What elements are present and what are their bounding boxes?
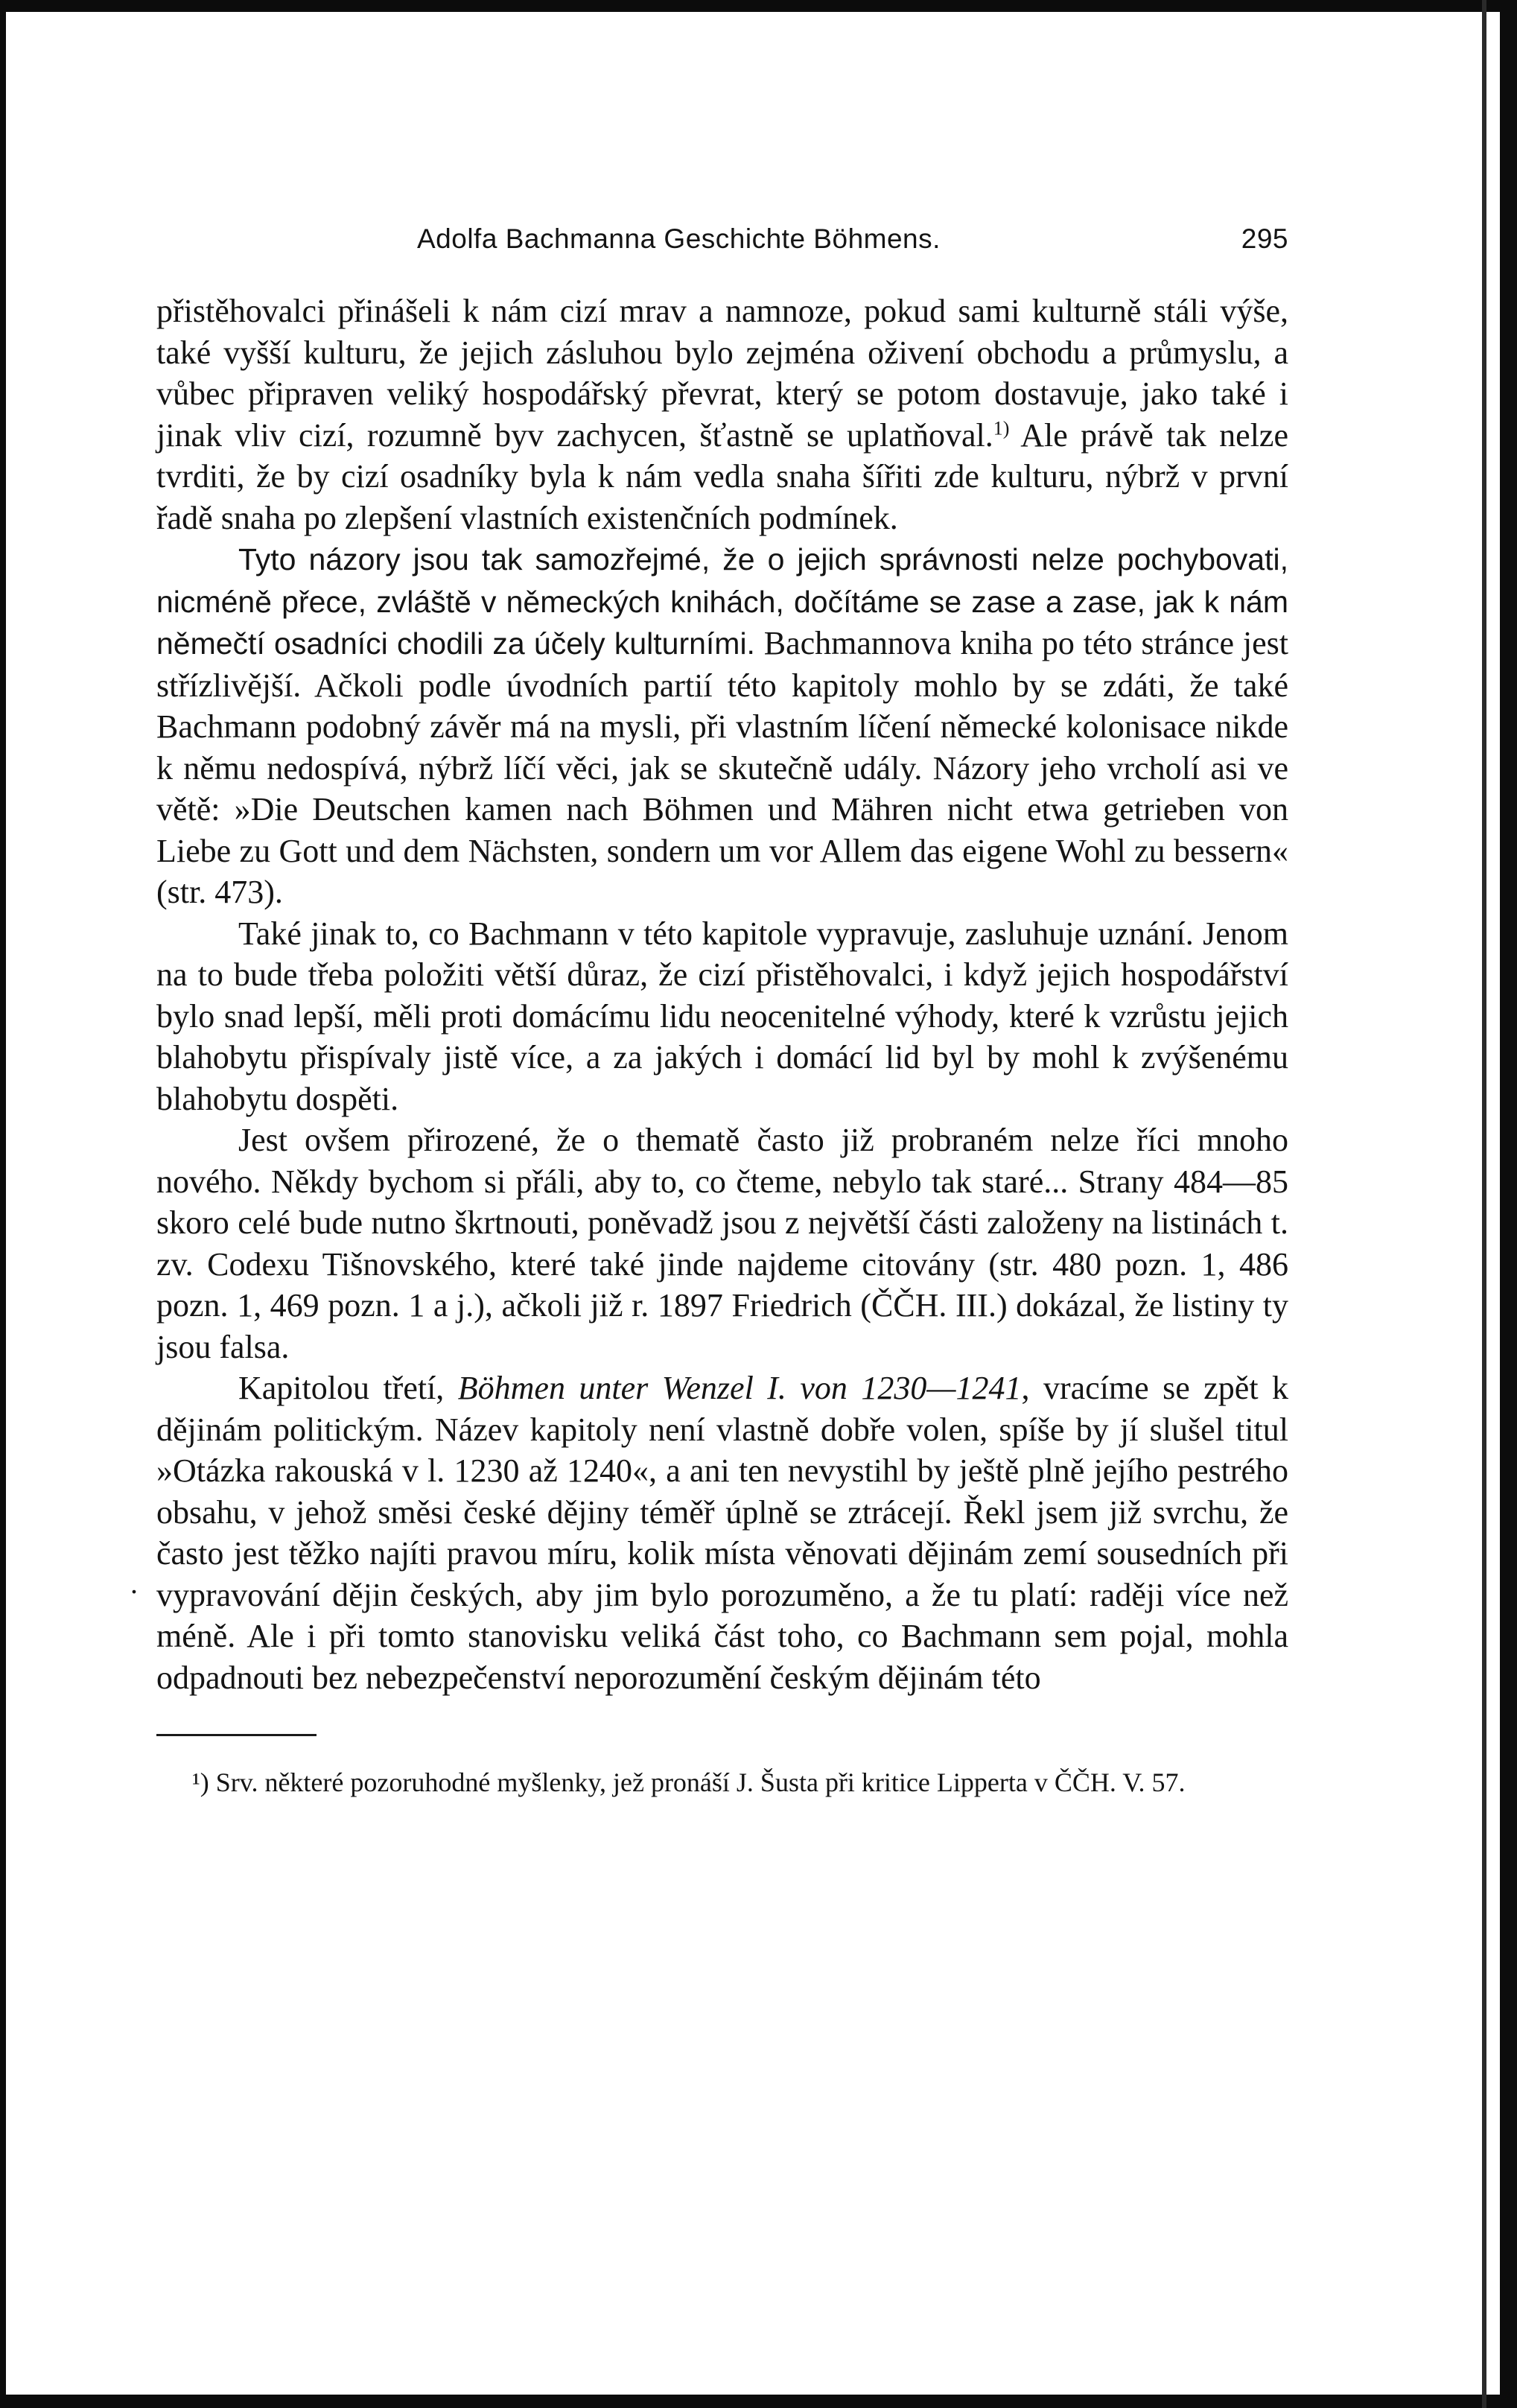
- footnote: ¹) Srv. některé pozoruhodné myšlenky, jež pronáší J. Šusta při kritice Lipperta v ČČH. V. 57.: [192, 1767, 1186, 1797]
- margin-mark: .: [130, 1566, 138, 1600]
- paragraph-3: Také jinak to, co Bachmann v této kapitole vypravuje, zasluhuje uznání. Jenom na to bude třeba položiti větší důraz, že cizí přistěhovalci, i když jejich hospodářství bylo snad lepší, měli proti domácímu lidu neocenitelné výhody, které k vzrůstu jejich blahobytu přispívaly jistě více, a za jakých i domácí lid byl by mohl k zvýšenému blahobytu dospěti.: [156, 915, 1288, 1117]
- body-text: [156, 290, 1288, 1698]
- paragraph-1: [156, 290, 1288, 539]
- paragraph-5-part-a: Kapitolou třetí,: [238, 1370, 458, 1406]
- paragraph-4: Jest ovšem přirozené, že o thematě často již probraném nelze říci mnoho nového. Někdy bychom si přáli, aby to, co čteme, nebylo tak staré... Strany 484—85 skoro celé bude nutno škrtnouti, poněvadž jsou z největší části založeny na listinách t. zv. Codexu Tišnovského, které také jinde najdeme citovány (str. 480 pozn. 1, 486 pozn. 1, 469 pozn. 1 a j.), ačkoli již r. 1897 Friedrich (ČČH. III.) dokázal, že listiny ty jsou falsa.: [156, 1122, 1288, 1365]
- paragraph-5-part-b: , vracíme se zpět k dějinám politickým. Název kapitoly není vlastně dobře volen, spíše by jí slušel titul »Otázka rakouská v l. 1230 až 1240«, a ani ten nevystihl by ještě plně jejího pestrého obsahu, v jehož směsi české dějiny téměř úplně se ztrácejí. Řekl jsem již svrchu, že často jest těžko najíti pravou míru, kolik místa věnovati dějinám zemí sousedních při vypravování dějin českých, aby jim bylo porozuměno, a že tu platí: raději více než méně. Ale i při tomto stanovisku veliká část toho, co Bachmann sem pojal, mohla odpadnouti bez nebezpečenství neporozumění českým dějinám této: [156, 1370, 1289, 1696]
- scan-border-right-inner: [1482, 0, 1486, 2408]
- scan-border-bottom: [0, 2395, 1517, 2408]
- running-title: Adolfa Bachmanna Geschichte Böhmens.: [417, 223, 941, 254]
- page: [156, 216, 1288, 1799]
- chapter-title-italic: Böhmen unter Wenzel I. von 1230—1241: [457, 1370, 1022, 1406]
- paragraph-1-part-a: přistěhovalci přinášeli k nám cizí mrav a namnoze, pokud sami kulturně stáli výše, také vyšší kulturu, že jejich zásluhou bylo zejména oživení obchodu a průmyslu, a vůbec připraven veliký hospodářský převrat, který se potom dostavuje, jako také i jinak vliv cizí, rozumně byv zachycen, šťastně se uplatňoval.: [156, 293, 1288, 454]
- footnote-rule: [156, 1734, 317, 1736]
- scan-border-top: [0, 0, 1517, 12]
- scan-border-left: [0, 0, 6, 2408]
- paragraph-2-sans-part: Tyto názory jsou tak samozřejmé, že o jejich správnosti nelze pochybovati, nicméně přece, zvláště v německých knihách, dočítáme se zase a zase, jak k nám němečtí osadníci chodili za účely kulturními.: [156, 542, 1288, 661]
- page-number: 295: [1241, 223, 1288, 254]
- paragraph-1-part-b: Ale právě tak nelze tvrditi, že by cizí osadníky byla k nám vedla snaha šířiti zde kulturu, nýbrž v první řadě snaha po zlepšení vlastních existenčních podmínek.: [156, 416, 1288, 536]
- scan-border-right: [1500, 0, 1517, 2408]
- footnote-reference: 1): [993, 416, 1010, 439]
- running-head: [156, 216, 1288, 261]
- paragraph-2-serif-part: Bachmannova kniha po této stránce jest střízlivější. Ačkoli podle úvodních partií této kapitoly mohlo by se zdáti, že také Bachmann podobný závěr má na mysli, při vlastním líčení německé kolonisace nikde k němu nedospívá, nýbrž líčí věci, jak se skutečně udály. Názory jeho vrcholí asi ve větě: »Die Deutschen kamen nach Böhmen und Mähren nicht etwa getrieben von Liebe zu Gott und dem Nächsten, sondern um vor Allem das eigene Wohl zu bessern« (str. 473).: [156, 625, 1288, 910]
- paragraph-2: [156, 539, 1288, 913]
- paragraph-5: [156, 1367, 1288, 1698]
